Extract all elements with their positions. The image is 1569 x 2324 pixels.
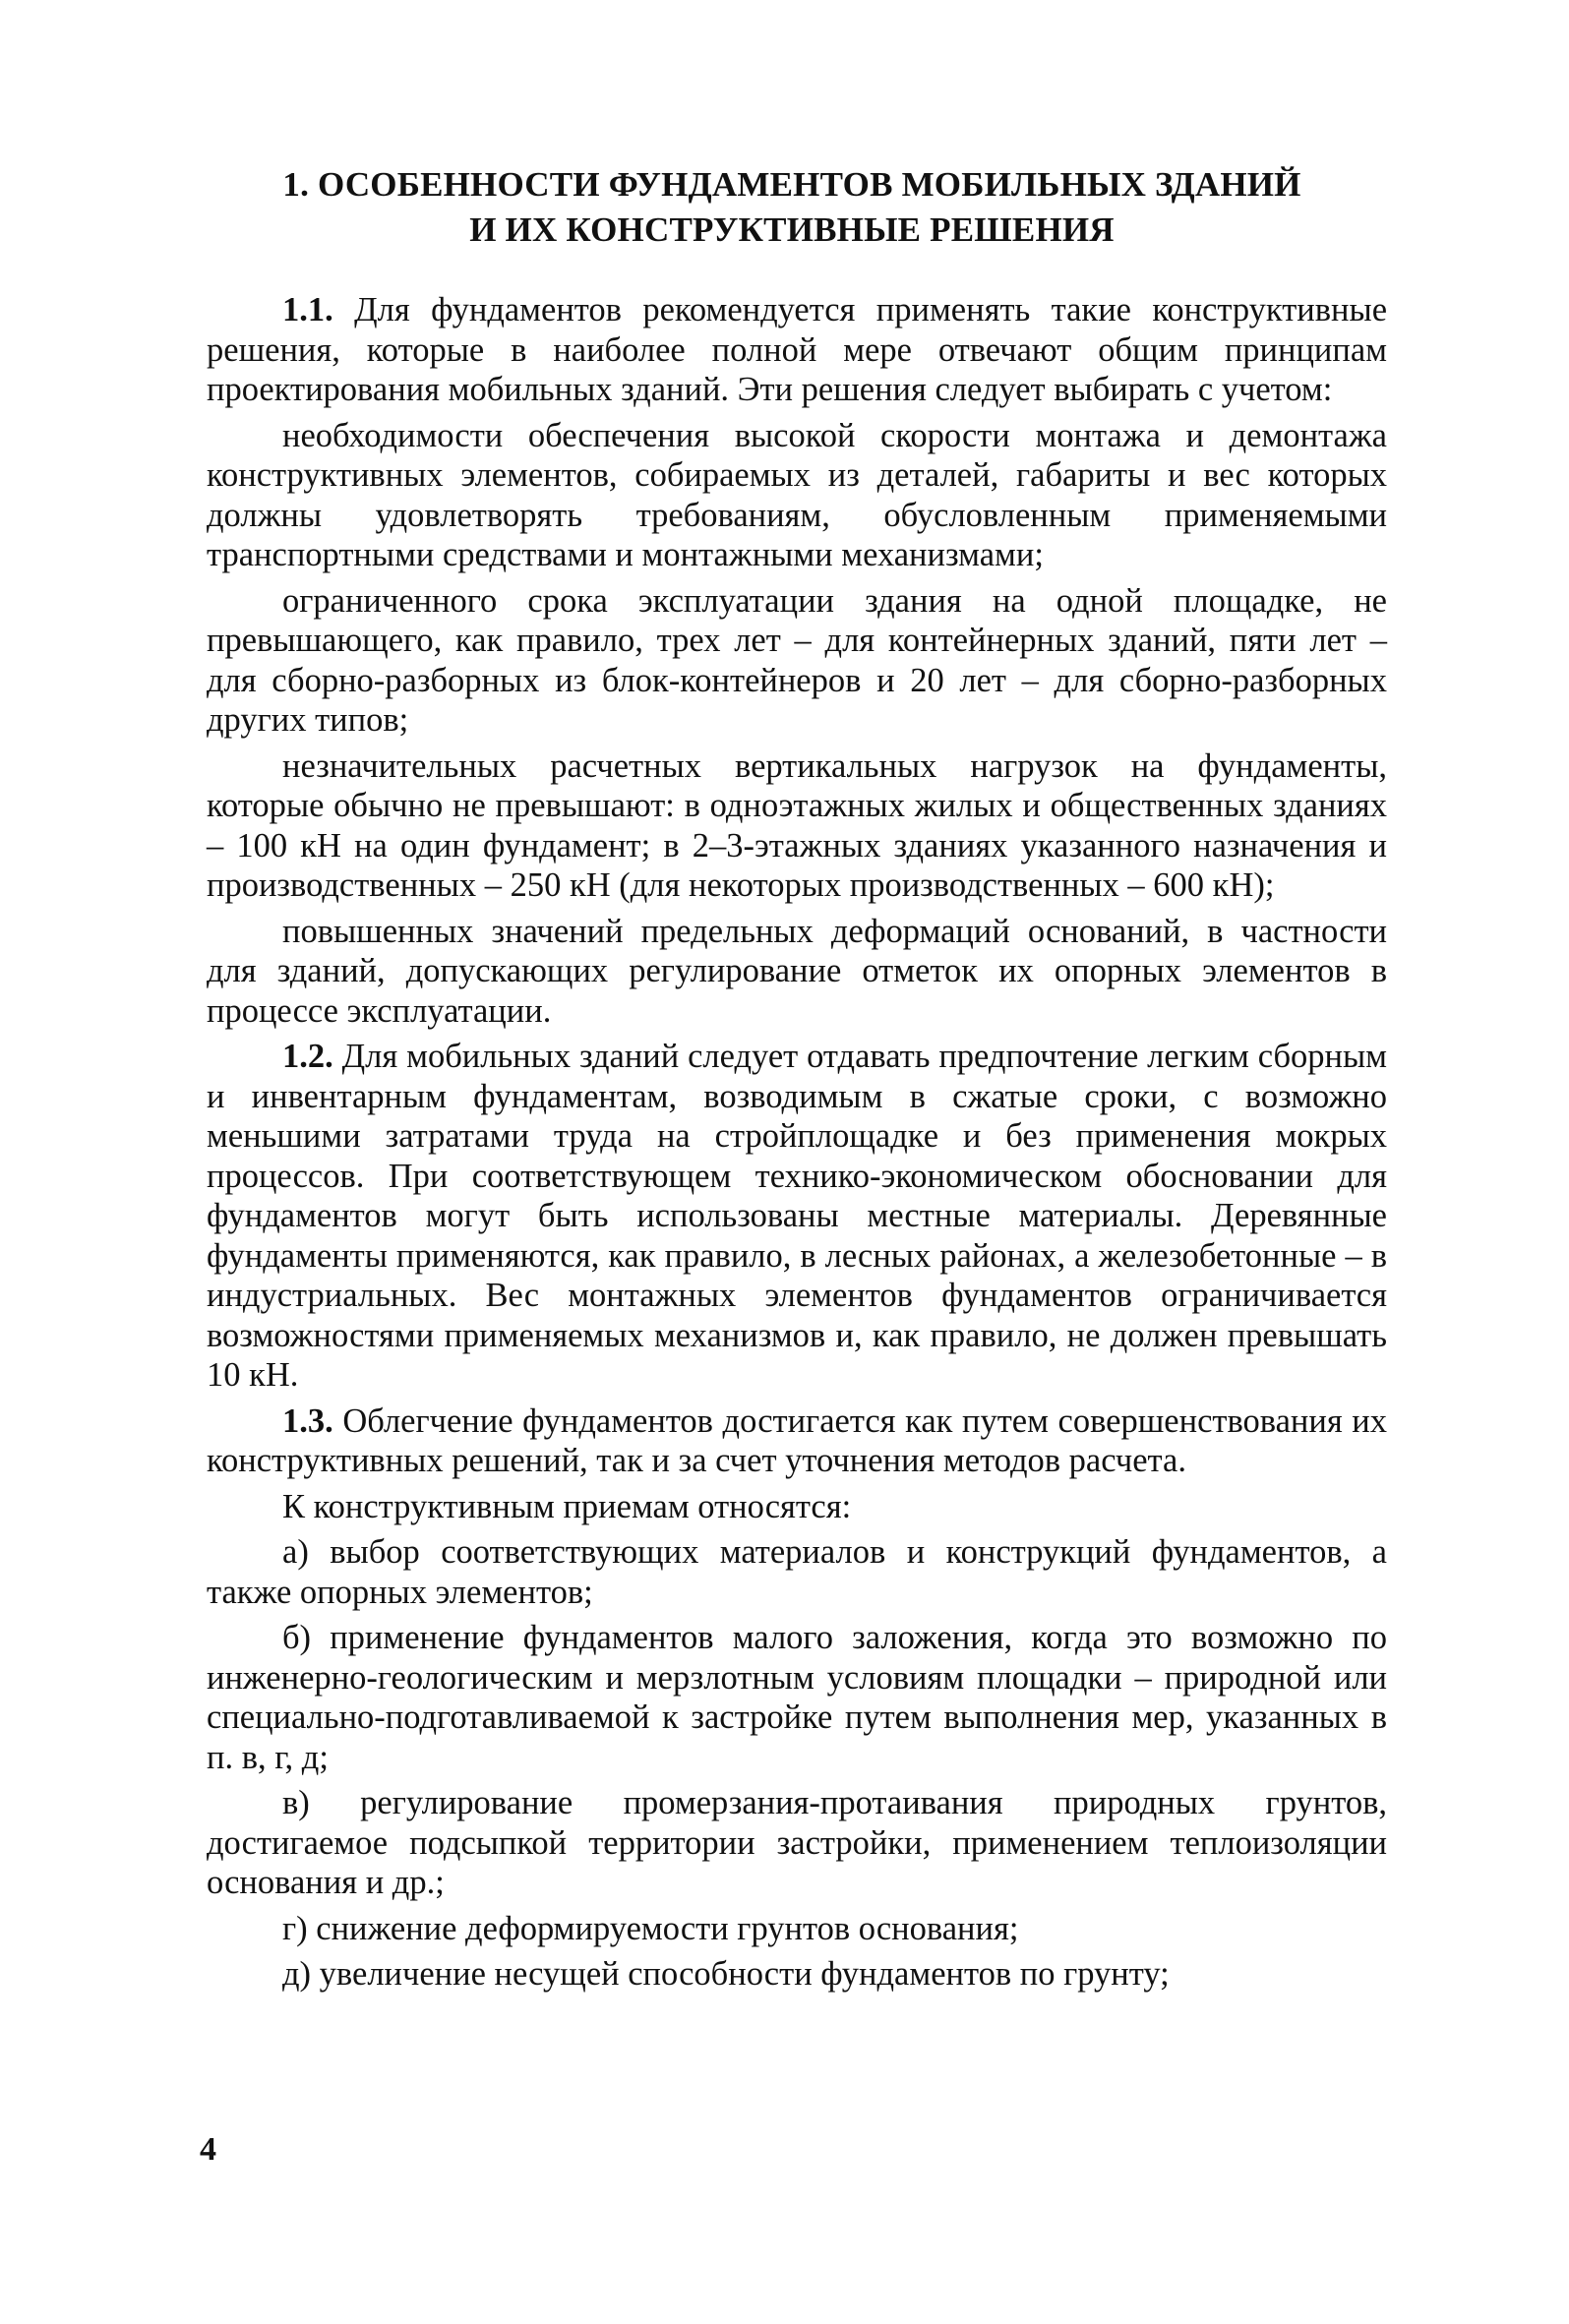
method-item-v: в) регулирование промерзания-протаивания природных грунтов, достигаемое подсыпкой территории застройки, применением теплоизоляции основания и др.; <box>207 1784 1387 1901</box>
list-item-loads: незначительных расчетных вертикальных нагрузок на фундаменты, которые обычно не превышают: в одноэтажных жилых и общественных зданиях – 100 кН на один фундамент; в 2–3-этажных зданиях указанного назначения и производственных – 250 кН (для некоторых производственных – 600 кН); <box>207 746 1387 904</box>
method-item-d: д) увеличение несущей способности фундаментов по грунту; <box>282 1955 1170 1993</box>
paragraph-text: Для мобильных зданий следует отдавать предпочтение легким сборным и инвентарным фундаментам, возводимым в сжатые сроки, с возможно меньшими затратами труда на стройплощадке и без применения мокрых процессов. При соответствующем технико-экономическом обосновании для фундаментов могут быть использованы местные материалы. Деревянные фундаменты применяются, как правило, в лесных районах, а железобетонные – в индустриальных. Вес монтажных элементов фундаментов ограничивается возможностями применяемых механизмов и, как правило, не должен превышать 10 кН. <box>207 1038 1388 1394</box>
paragraph-1-3 <box>207 1401 1387 1481</box>
section-number: 1.2. <box>282 1038 333 1075</box>
paragraph-text: Облегчение фундаментов достигается как путем совершенствования их конструктивных решений, так и за счет уточнения методов расчета. <box>207 1401 1388 1479</box>
paragraph-1-2 <box>207 1037 1387 1396</box>
section-number: 1.1. <box>282 291 333 328</box>
method-item-g: г) снижение деформируемости грунтов основания; <box>282 1909 1019 1947</box>
page-number: 4 <box>200 2131 216 2168</box>
chapter-heading <box>197 162 1387 253</box>
methods-intro: К конструктивным приемам относятся: <box>282 1487 852 1525</box>
paragraph-text: Для фундаментов рекомендуется применять такие конструктивные решения, которые в наиболее полной мере отвечают общим принципам проектирования мобильных зданий. Эти решения следует выбирать с учетом: <box>207 291 1388 408</box>
chapter-heading-line-2: И ИХ КОНСТРУКТИВНЫЕ РЕШЕНИЯ <box>469 210 1115 249</box>
list-item-deformations: повышенных значений предельных деформаций оснований, в частности для зданий, допускающих регулирование отметок их опорных элементов в процессе эксплуатации. <box>207 912 1387 1030</box>
paragraph-1-1 <box>207 290 1387 410</box>
list-item-service-term: ограниченного срока эксплуатации здания на одной площадке, не превышающего, как правило, трех лет – для контейнерных зданий, пяти лет – для сборно-разборных из блок-контейнеров и 20 лет – для сборно-разборных других типов; <box>207 581 1387 739</box>
method-item-b: б) применение фундаментов малого заложения, когда это возможно по инженерно-геологическим и мерзлотным условиям площадки – природной или специально-подготавливаемой к застройке путем выполнения мер, указанных в п. в, г, д; <box>207 1619 1387 1776</box>
section-number: 1.3. <box>282 1401 333 1440</box>
list-item-assembly: необходимости обеспечения высокой скорости монтажа и демонтажа конструктивных элементов, собираемых из деталей, габариты и вес которых должны удовлетворять требованиям, обусловленным применяемыми транспортными средствами и монтажными механизмами; <box>207 416 1387 573</box>
body-text <box>207 290 1387 2000</box>
method-item-a: а) выбор соответствующих материалов и конструкций фундаментов, а также опорных элементов; <box>207 1533 1387 1611</box>
chapter-heading-line-1: 1. ОСОБЕННОСТИ ФУНДАМЕНТОВ МОБИЛЬНЫХ ЗДАНИЙ <box>282 165 1301 204</box>
